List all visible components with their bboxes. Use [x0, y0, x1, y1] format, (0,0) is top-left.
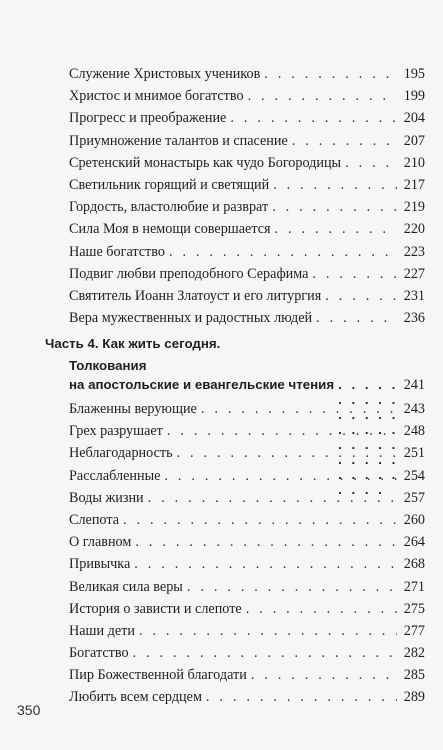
dot-leader: [201, 401, 397, 418]
dot-leader: [275, 221, 397, 238]
toc-entry-title: История о зависти и слепоте: [69, 600, 242, 617]
dot-leader: [251, 667, 397, 684]
toc-entry: [69, 266, 425, 288]
toc-entry: [69, 177, 425, 199]
dot-leader: [316, 310, 397, 327]
toc-entry-page: 195: [403, 66, 425, 82]
toc-entry-title: Любить всем сердцем: [69, 689, 202, 706]
toc-entry-title: Слепота: [69, 511, 120, 528]
toc-entry-page: 236: [403, 310, 425, 327]
toc-list-first: [69, 66, 425, 332]
toc-entry-title: Привычка: [69, 556, 131, 573]
toc-entry-title: Подвиг любви преподобного Серафима: [69, 265, 309, 282]
toc-entry: [69, 512, 425, 534]
toc-entry-title: Светильник горящий и светящий: [69, 176, 270, 193]
toc-entry: [69, 468, 425, 490]
toc-entry-title: О главном: [69, 534, 132, 551]
toc-entry-title: Блаженны верующие: [69, 401, 197, 417]
toc-entry-title: Сила Моя в немощи совершается: [69, 221, 271, 238]
toc-entry-title: Гордость, властолюбие и разврат: [69, 199, 269, 216]
dot-leader: [345, 155, 397, 172]
part-title: Часть 4. Как жить сегодня.: [45, 336, 221, 351]
dot-leader: [139, 623, 397, 640]
toc-entry-page: 289: [403, 689, 425, 706]
dot-leader: [325, 288, 397, 305]
toc-entry-page: 223: [403, 243, 425, 260]
toc-entry-page: 282: [403, 645, 425, 662]
toc-entry-page: 220: [403, 221, 425, 238]
toc-entry-title: Вера мужественных и радостных людей: [69, 310, 313, 327]
toc-entry-page: 243: [403, 401, 425, 417]
toc-entry-page: 227: [403, 265, 425, 282]
toc-entry: [69, 534, 425, 556]
toc-entry: [69, 221, 425, 243]
toc-entry-page: 275: [403, 600, 425, 617]
toc-entry-title: Сретенский монастырь как чудо Богородицы: [69, 154, 342, 171]
dot-leader: [264, 66, 397, 83]
toc-entry-title: Богатство: [69, 645, 129, 662]
toc-entry-page: 207: [403, 132, 425, 149]
part-subtitle: Толкования: [69, 358, 147, 373]
toc-entry-title: Воды жизни: [69, 489, 144, 506]
toc-entry-title: Грех разрушает: [69, 423, 163, 440]
dot-leader: [246, 601, 397, 618]
dot-leader: [135, 534, 397, 551]
toc-entry-page: 277: [403, 622, 425, 639]
dot-leader: [123, 512, 397, 529]
toc-entry-title: Наше богатство: [69, 243, 165, 260]
dot-leader: [187, 579, 397, 596]
toc-entry-page: 251: [403, 445, 425, 462]
toc-entry-title: Приумножение талантов и спасение: [69, 132, 288, 149]
part-subtitle-text: на апостольские и евангельские чтения: [69, 377, 335, 392]
toc-entry-title: Служение Христовых учеников: [69, 66, 261, 82]
dot-leader: [169, 244, 397, 261]
dot-leader: [164, 468, 397, 485]
page-number: 350: [17, 702, 41, 718]
toc-entry: [69, 310, 425, 332]
part-page: 241: [403, 377, 425, 393]
toc-entry-page: 271: [403, 578, 425, 595]
toc-entry: [69, 623, 425, 645]
part-heading: [45, 333, 425, 399]
dot-leader: [312, 266, 397, 283]
toc-entry-page: 264: [403, 534, 425, 551]
toc-entry-page: 199: [403, 88, 425, 105]
part-subtitle-line: [45, 377, 425, 399]
toc-entry: [69, 579, 425, 601]
dot-leader: [248, 88, 397, 105]
dot-leader: [167, 423, 397, 440]
dot-leader: [272, 199, 397, 216]
dot-leader: [273, 177, 397, 194]
dot-leader: [133, 645, 397, 662]
toc-entry: [69, 556, 425, 578]
toc-entry: [69, 689, 425, 711]
dot-leader: [206, 689, 397, 706]
toc-entry: [69, 445, 425, 467]
toc-entry: [69, 66, 425, 88]
toc-entry-page: 257: [403, 489, 425, 506]
toc-entry-page: 231: [403, 287, 425, 304]
dot-leader: [230, 110, 397, 127]
toc-entry: [69, 490, 425, 512]
toc-entry-title: Расслабленные: [69, 467, 161, 484]
dot-leader: [134, 556, 397, 573]
toc-entry-page: 219: [403, 199, 425, 216]
toc-entry: [69, 199, 425, 221]
toc-entry: [69, 110, 425, 132]
toc-entry-title: Пир Божественной благодати: [69, 667, 247, 684]
toc-entry-title: Прогресс и преображение: [69, 110, 227, 127]
toc-entry: [69, 155, 425, 177]
toc-entry: [69, 88, 425, 110]
toc-entry-page: 210: [403, 154, 425, 171]
toc-entry-page: 260: [403, 511, 425, 528]
toc-entry: [69, 645, 425, 667]
toc-entry-title: Христос и мнимое богатство: [69, 88, 244, 105]
toc-entry-title: Неблагодарность: [69, 445, 173, 462]
toc-entry-title: Великая сила веры: [69, 578, 183, 595]
toc-entry-page: 254: [403, 467, 425, 484]
toc-entry-page: 204: [403, 110, 425, 127]
dot-leader: [148, 490, 397, 507]
toc-entry-title: Святитель Иоанн Златоуст и его литургия: [69, 287, 322, 304]
dot-leader: [177, 445, 397, 462]
toc-entry-page: 285: [403, 667, 425, 684]
toc-entry: [69, 288, 425, 310]
dot-leader: [292, 133, 397, 150]
toc-entry-page: 248: [403, 423, 425, 440]
toc-entry: [69, 133, 425, 155]
toc-entry: [69, 601, 425, 623]
toc-entry: [69, 667, 425, 689]
toc-entry: [69, 401, 425, 423]
toc-entry: [69, 423, 425, 445]
toc-entry: [69, 244, 425, 266]
toc-list-second: [69, 401, 425, 712]
toc-entry-page: 268: [403, 556, 425, 573]
toc-entry-title: Наши дети: [69, 622, 135, 639]
toc-entry-page: 217: [403, 176, 425, 193]
